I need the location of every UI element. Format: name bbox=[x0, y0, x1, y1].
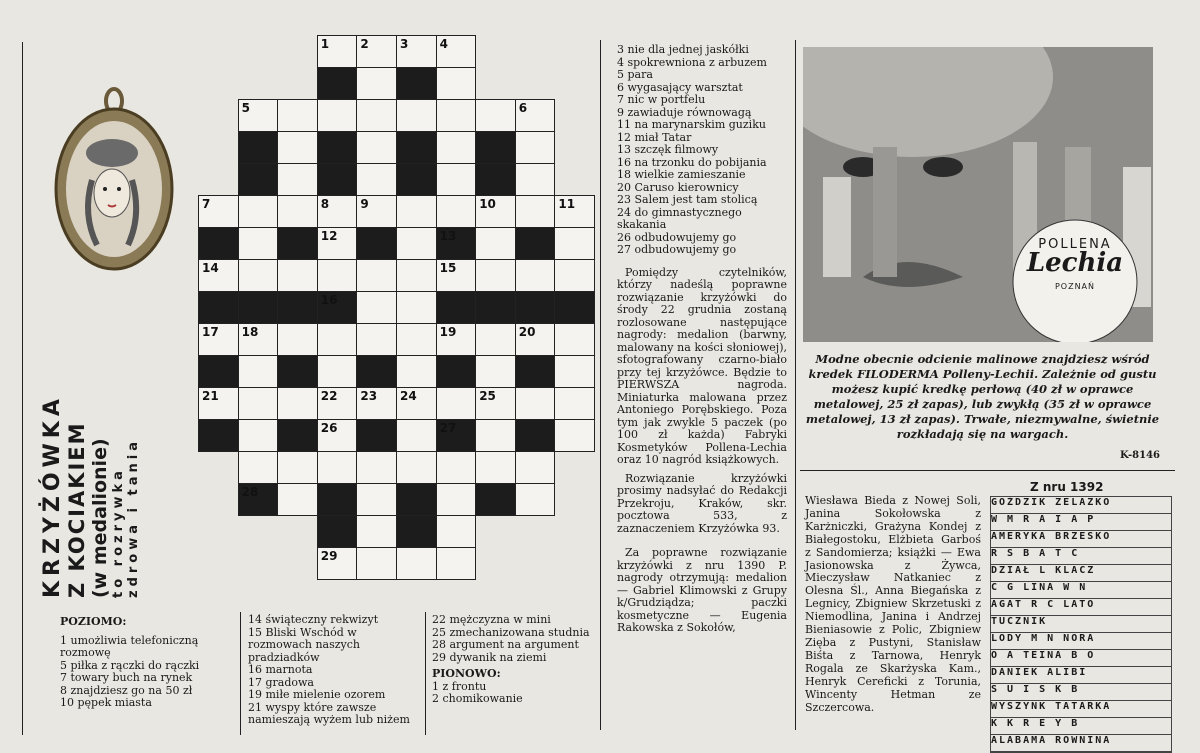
solution-row: DZIAŁ L KLACZ bbox=[991, 565, 1171, 582]
clue-item: 7 towary buch na rynek bbox=[60, 671, 193, 684]
grid-cell bbox=[515, 227, 556, 260]
clue-item: 18 wielkie zamieszanie bbox=[617, 168, 746, 181]
grid-cell bbox=[436, 483, 477, 516]
grid-cell bbox=[515, 259, 556, 292]
grid-cell bbox=[554, 323, 595, 356]
clue-item: 24 do gimnastycznego skakania bbox=[617, 205, 742, 231]
clue-item: 28 argument na argument bbox=[432, 638, 579, 651]
column-rule bbox=[240, 612, 241, 735]
column-rule bbox=[425, 612, 426, 735]
grid-cell bbox=[475, 483, 516, 516]
clue-item: 15 Bliski Wschód w rozmowach naszych pradziadków bbox=[248, 625, 360, 664]
grid-cell bbox=[396, 515, 437, 548]
grid-cell bbox=[277, 323, 318, 356]
winners-intro: Za poprawne rozwiązanie krzyżówki z nru 1390 P. nagrody otrzymują: medalion — Gabriel Klimowski z Grupy k/Grudziądza; paczki kosmetyczne — Eugenia Rakowska z Sokołów, bbox=[617, 546, 787, 634]
pionowo-section bbox=[617, 44, 787, 635]
grid-cell bbox=[277, 131, 318, 164]
grid-cell bbox=[277, 195, 318, 228]
grid-number: 28 bbox=[241, 485, 259, 499]
grid-number: 6 bbox=[518, 101, 528, 115]
solution-row: K K R E Y B bbox=[991, 718, 1171, 735]
ad-caption: Modne obecnie odcienie malinowe znajdziesz wśród kredek FILODERMA Polleny-Lechii. Zależnie od gustu możesz kupić kredkę perłową (40 zł w oprawce metalowej, 25 zł zapas), lub zwykłą (35 zł w oprawce metalowej, 13 zł zapas). Trwałe, niezmywalne, świetnie rozkładają się na wargach. K-8146 bbox=[805, 352, 1160, 461]
poziomo-section-2 bbox=[248, 614, 418, 727]
grid-cell bbox=[277, 483, 318, 516]
column-rule bbox=[600, 40, 601, 730]
clue-item: 20 Caruso kierownicy bbox=[617, 180, 739, 194]
grid-cell bbox=[356, 227, 397, 260]
grid-cell bbox=[238, 163, 279, 196]
horizontal-rule bbox=[800, 470, 1175, 471]
grid-cell bbox=[436, 67, 477, 100]
grid-cell bbox=[277, 99, 318, 132]
grid-number: 7 bbox=[202, 197, 211, 211]
grid-number: 5 bbox=[241, 101, 250, 115]
clue-item: 14 świąteczny rekwizyt bbox=[248, 613, 379, 626]
column-rule bbox=[22, 42, 23, 735]
solution-row: LODY M N NORA bbox=[991, 633, 1171, 650]
pollena-logo: POLLENA Lechia POZNAŃ bbox=[1026, 237, 1124, 291]
clue-item: 1 z frontu bbox=[432, 679, 487, 693]
grid-cell bbox=[475, 163, 516, 196]
poziomo-heading: POZIOMO: bbox=[60, 615, 127, 628]
solution-grid bbox=[990, 496, 1172, 753]
solution-row: GOŹDZIK ŻELAZKO bbox=[991, 497, 1171, 514]
grid-cell bbox=[396, 323, 437, 356]
grid-cell bbox=[515, 419, 556, 452]
grid-cell bbox=[356, 451, 397, 484]
grid-cell bbox=[475, 291, 516, 324]
grid-cell bbox=[317, 451, 358, 484]
grid-cell bbox=[356, 163, 397, 196]
grid-cell bbox=[356, 355, 397, 388]
grid-cell bbox=[356, 323, 397, 356]
grid-cell bbox=[515, 131, 556, 164]
grid-cell bbox=[238, 419, 279, 452]
column-rule bbox=[795, 40, 796, 730]
grid-cell bbox=[436, 163, 477, 196]
grid-cell bbox=[198, 291, 239, 324]
grid-cell bbox=[436, 387, 477, 420]
grid-number: 8 bbox=[320, 197, 330, 211]
grid-cell bbox=[317, 131, 358, 164]
poziomo-section bbox=[60, 616, 240, 710]
grid-cell bbox=[396, 419, 437, 452]
solution-row: WYSZYNK TATARKA bbox=[991, 701, 1171, 718]
ad-code: K-8146 bbox=[1120, 450, 1160, 461]
grid-number: 21 bbox=[202, 389, 219, 403]
clue-item: 7 nic w portfelu bbox=[617, 93, 706, 106]
grid-cell bbox=[277, 163, 318, 196]
pionowo-heading: PIONOWO: bbox=[432, 667, 501, 680]
grid-cell bbox=[396, 451, 437, 484]
grid-cell bbox=[475, 227, 516, 260]
grid-cell bbox=[396, 131, 437, 164]
grid-cell bbox=[356, 419, 397, 452]
grid-number: 20 bbox=[518, 325, 536, 339]
grid-cell bbox=[475, 131, 516, 164]
grid-cell bbox=[356, 291, 397, 324]
solution-row: AMERYKA BRZESKO bbox=[991, 531, 1171, 548]
clue-item: 19 miłe mielenie ozorem bbox=[248, 688, 386, 701]
clue-item: 4 spokrewniona z arbuzem bbox=[617, 55, 767, 69]
grid-cell bbox=[238, 131, 279, 164]
grid-number: 4 bbox=[439, 37, 448, 51]
solution-row: AGAT R C LATO bbox=[991, 599, 1171, 616]
grid-cell bbox=[238, 387, 279, 420]
grid-cell bbox=[515, 387, 556, 420]
clue-item: 25 zmechanizowana studnia bbox=[432, 625, 590, 639]
solution-row: C G LINA W N bbox=[991, 582, 1171, 599]
grid-cell bbox=[396, 195, 437, 228]
grid-cell bbox=[317, 355, 358, 388]
grid-cell bbox=[238, 355, 279, 388]
grid-cell bbox=[317, 259, 358, 292]
grid-cell bbox=[436, 515, 477, 548]
grid-cell bbox=[317, 163, 358, 196]
grid-cell bbox=[396, 291, 437, 324]
grid-cell bbox=[356, 259, 397, 292]
grid-cell bbox=[277, 227, 318, 260]
grid-cell bbox=[277, 259, 318, 292]
grid-number: 3 bbox=[400, 37, 409, 51]
grid-cell bbox=[356, 67, 397, 100]
clue-item: 3 nie dla jednej jaskółki bbox=[617, 43, 749, 56]
grid-number: 15 bbox=[439, 261, 457, 275]
grid-cell bbox=[396, 259, 437, 292]
clue-item: 11 na marynarskim guziku bbox=[617, 118, 766, 131]
grid-cell bbox=[515, 163, 556, 196]
grid-number: 11 bbox=[558, 197, 576, 211]
grid-cell bbox=[475, 259, 516, 292]
solution-row: TUCZNIK bbox=[991, 616, 1171, 633]
grid-cell bbox=[515, 195, 556, 228]
grid-cell bbox=[198, 227, 239, 260]
grid-cell bbox=[396, 227, 437, 260]
grid-cell bbox=[515, 451, 556, 484]
grid-number: 2 bbox=[360, 37, 369, 51]
grid-cell bbox=[436, 451, 477, 484]
grid-cell bbox=[515, 483, 556, 516]
grid-cell bbox=[317, 67, 358, 100]
grid-number: 17 bbox=[202, 325, 219, 339]
solution-row: O A TEINA B O bbox=[991, 650, 1171, 667]
grid-cell bbox=[317, 483, 358, 516]
grid-cell bbox=[396, 99, 437, 132]
medallion-image bbox=[52, 85, 184, 275]
clue-item: 12 miał Tatar bbox=[617, 130, 692, 144]
grid-cell bbox=[554, 355, 595, 388]
clue-item: 22 mężczyzna w mini bbox=[432, 613, 551, 626]
grid-cell bbox=[554, 419, 595, 452]
grid-cell bbox=[396, 67, 437, 100]
clue-item: 8 znajdziesz go na 50 zł bbox=[60, 683, 193, 697]
winners-list: Wiesława Bieda z Nowej Soli, Janina Sokołowska z Karżniczki, Grażyna Kondej z Białegostoku, Elżbieta Garboś z Sandomierza; książki — Ewa Jasionowska z Żywca, Mieczysław Natkaniec z Olesna Śl., Anna Biegańska z Legnicy, Zbigniew Skrzetuski z Niemodlina, Janina i Andrzej Bieniasowie z Polic, Zbigniew Zięba z Pustyni, Stanisław Biśta z Tarnowa, Henryk Rogala ze Skarżyska Kam., Henryk Cereficki z Torunia, Wincenty Hetman ze Szczercowa. bbox=[805, 494, 981, 714]
grid-cell bbox=[554, 387, 595, 420]
grid-cell bbox=[238, 259, 279, 292]
clue-item: 29 dywanik na ziemi bbox=[432, 650, 547, 664]
crossword-title: KRZYŻÓWKA Z KOCIAKIEM (w medalionie) to rozrywka zdrowa i tania bbox=[40, 394, 141, 598]
grid-cell bbox=[475, 323, 516, 356]
grid-cell bbox=[238, 195, 279, 228]
grid-cell bbox=[356, 99, 397, 132]
grid-cell bbox=[238, 291, 279, 324]
grid-cell bbox=[554, 227, 595, 260]
grid-cell bbox=[436, 99, 477, 132]
grid-cell bbox=[436, 291, 477, 324]
grid-cell bbox=[356, 547, 397, 580]
clue-item: 1 umożliwia telefoniczną rozmowę bbox=[60, 633, 199, 659]
grid-cell bbox=[277, 387, 318, 420]
grid-number: 24 bbox=[400, 389, 417, 403]
grid-number: 18 bbox=[241, 325, 259, 339]
clue-item: 17 gradowa bbox=[248, 675, 314, 689]
grid-cell bbox=[475, 419, 516, 452]
grid-cell bbox=[238, 451, 279, 484]
grid-cell bbox=[356, 483, 397, 516]
grid-cell bbox=[475, 451, 516, 484]
grid-cell bbox=[436, 355, 477, 388]
grid-number: 26 bbox=[320, 421, 338, 435]
grid-number: 12 bbox=[320, 229, 338, 243]
clue-item: 5 para bbox=[617, 68, 653, 81]
clue-item: 10 pępek miasta bbox=[60, 696, 152, 709]
clue-item: 2 chomikowanie bbox=[432, 692, 523, 705]
grid-cell bbox=[436, 195, 477, 228]
grid-cell bbox=[396, 355, 437, 388]
clue-item: 9 zawiaduje równowagą bbox=[617, 105, 752, 119]
grid-number: 13 bbox=[439, 229, 457, 243]
grid-number: 16 bbox=[320, 293, 338, 307]
solution-title: Z nru 1392 bbox=[1030, 480, 1104, 494]
grid-number: 10 bbox=[479, 197, 496, 211]
grid-cell bbox=[277, 355, 318, 388]
grid-cell bbox=[198, 355, 239, 388]
solution-row: S U I S K B bbox=[991, 684, 1171, 701]
grid-cell bbox=[317, 515, 358, 548]
grid-cell bbox=[238, 227, 279, 260]
grid-cell bbox=[554, 259, 595, 292]
grid-number: 27 bbox=[439, 421, 457, 435]
grid-number: 19 bbox=[439, 325, 457, 339]
prize-text: Pomiędzy czytelników, którzy nadeślą poprawne rozwiązanie krzyżówki do środy 22 grudnia zostaną rozlosowane następujące nagrody: medalion (barwny, malowany na kości słoniowej), sfotografowany czarno-biało przy tej krzyżówce. Będzie to PIERWSZA nagroda. Miniaturka malowana przez Antoniego Porębskiego. Poza tym jak zwykle 5 paczek (po 100 zł każda) Fabryki Kosmetyków Pollena-Lechia oraz 10 nagród książkowych. bbox=[617, 265, 787, 466]
grid-cell bbox=[277, 419, 318, 452]
grid-cell bbox=[396, 483, 437, 516]
grid-cell bbox=[515, 291, 556, 324]
clue-item: 16 marnota bbox=[248, 663, 313, 676]
clue-item: 23 Salem jest tam stolicą bbox=[617, 193, 758, 206]
clue-item: 6 wygasający warsztat bbox=[617, 80, 743, 94]
grid-cell bbox=[436, 131, 477, 164]
ad-photo bbox=[803, 47, 1153, 342]
grid-cell bbox=[198, 419, 239, 452]
grid-cell bbox=[356, 131, 397, 164]
poziomo-section-3 bbox=[432, 614, 592, 706]
grid-cell bbox=[396, 547, 437, 580]
grid-cell bbox=[554, 291, 595, 324]
solution-row: W M R A I A P bbox=[991, 514, 1171, 531]
solution-row: R S B A T C bbox=[991, 548, 1171, 565]
grid-number: 9 bbox=[360, 197, 369, 211]
grid-cell bbox=[317, 99, 358, 132]
solution-row: ALABAMA RÓWNINA bbox=[991, 735, 1171, 752]
clue-item: 26 odbudowujemy go bbox=[617, 230, 737, 244]
grid-number: 14 bbox=[202, 261, 219, 275]
crossword-grid bbox=[198, 35, 594, 593]
grid-cell bbox=[515, 355, 556, 388]
grid-cell bbox=[317, 323, 358, 356]
solution-row: DANIEK ALIBI bbox=[991, 667, 1171, 684]
grid-number: 29 bbox=[320, 549, 338, 563]
grid-cell bbox=[356, 515, 397, 548]
clue-item: 16 na trzonku do pobijania bbox=[617, 155, 767, 169]
grid-cell bbox=[396, 163, 437, 196]
grid-cell bbox=[475, 99, 516, 132]
grid-cell bbox=[277, 451, 318, 484]
clue-item: 21 wyspy które zawsze namieszają wyżem lub niżem bbox=[248, 700, 410, 726]
grid-cell bbox=[436, 547, 477, 580]
clue-item: 5 piłka z rączki do rączki bbox=[60, 658, 200, 672]
send-text: Rozwiązanie krzyżówki prosimy nadsyłać do Redakcji Przekroju, Kraków, skr. pocztowa 533, z zaznaczeniem Krzyżówka 93. bbox=[617, 471, 787, 535]
grid-number: 23 bbox=[360, 389, 378, 403]
grid-number: 25 bbox=[479, 389, 496, 403]
grid-number: 1 bbox=[320, 37, 330, 51]
clue-item: 13 szczęk filmowy bbox=[617, 143, 719, 156]
grid-cell bbox=[277, 291, 318, 324]
grid-number: 22 bbox=[320, 389, 338, 403]
grid-cell bbox=[475, 355, 516, 388]
clue-item: 27 odbudowujemy go bbox=[617, 243, 737, 256]
